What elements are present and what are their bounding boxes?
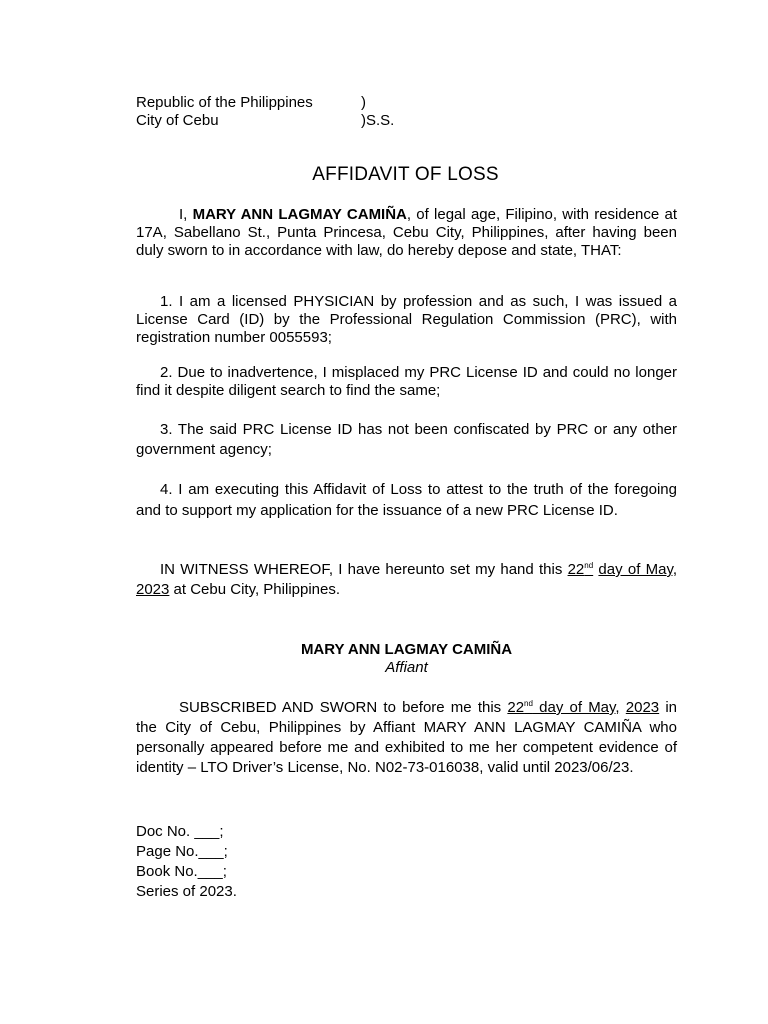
witness-day [568,561,594,578]
witness-suffix: at Cebu City, Philippines. [169,581,341,598]
signature-role: Affiant [385,659,428,676]
venue-ss: )S.S. [361,112,395,129]
document-title: AFFIDAVIT OF LOSS [312,164,499,185]
jurat-prefix: SUBSCRIBED AND SWORN to before me this [179,699,508,716]
item-4-text: 4. I am executing this Affidavit of Loss to attest to the truth of the foregoing and to support my application for the issuance of a new PRC License ID. [136,481,677,519]
witness-prefix: IN WITNESS WHEREOF, I have hereunto set my hand this [160,561,568,578]
jurat-body: in the City of Cebu, Philippines by Affiant MARY ANN LAGMAY CAMIÑA who personally appeared before me and exhibited to me her competent evidence of identity – LTO Driver’s License, No. N02-73-016038, valid until 2023/06/23. [136,699,678,776]
item-3-text: 3. The said PRC License ID has not been confiscated by PRC or any other government agency; [136,421,677,458]
item-1 [136,293,677,347]
page-no: Page No.___; [136,843,228,860]
item-3 [136,420,677,460]
intro-paragraph [136,206,677,260]
item-1-text: 1. I am a licensed PHYSICIAN by profession and as such, I was issued a License Card (ID) by the Professional Regulation Commission (PRC), with registration number 0055593; [136,293,677,346]
venue-republic: Republic of the Philippines [136,94,313,111]
witness-day-number: 22 [567,561,585,578]
intro-body: , of legal age, Filipino, with residence at 17A, Sabellano St., Punta Princesa, Cebu City, Philippines, after having been duly sworn to in accordance with law, do hereby depose and state, THAT: [136,206,677,259]
venue-republic-row [136,94,366,112]
jurat-date-part1: day of May, [532,699,620,716]
jurat-day [507,699,619,716]
venue-republic-paren: ) [361,94,366,111]
signature-name: MARY ANN LAGMAY CAMIÑA [300,641,513,658]
jurat-paragraph [136,698,677,778]
item-2-text: 2. Due to inadvertence, I misplaced my PRC License ID and could no longer find it despite diligent search to find the same; [136,364,677,399]
venue-block [136,94,395,130]
item-2 [136,364,677,400]
book-no: Book No.___; [136,863,227,880]
jurat-day-suffix: nd [524,699,533,708]
signature-block [136,641,677,677]
doc-no: Doc No. ___; [136,823,224,840]
witness-paragraph [136,560,677,600]
intro-prefix: I, [179,206,193,223]
witness-day-suffix: nd [584,561,594,570]
affiant-name: MARY ANN LAGMAY CAMIÑA [192,206,407,223]
venue-city-row [136,112,395,130]
jurat-day-number: 22 [507,699,525,716]
item-4 [136,479,677,521]
witness-date: day of May, 2023 [136,561,677,598]
notarial-entries [136,822,237,902]
venue-city: City of Cebu [136,112,219,129]
series: Series of 2023. [136,883,237,900]
jurat-year: 2023 [625,699,660,716]
